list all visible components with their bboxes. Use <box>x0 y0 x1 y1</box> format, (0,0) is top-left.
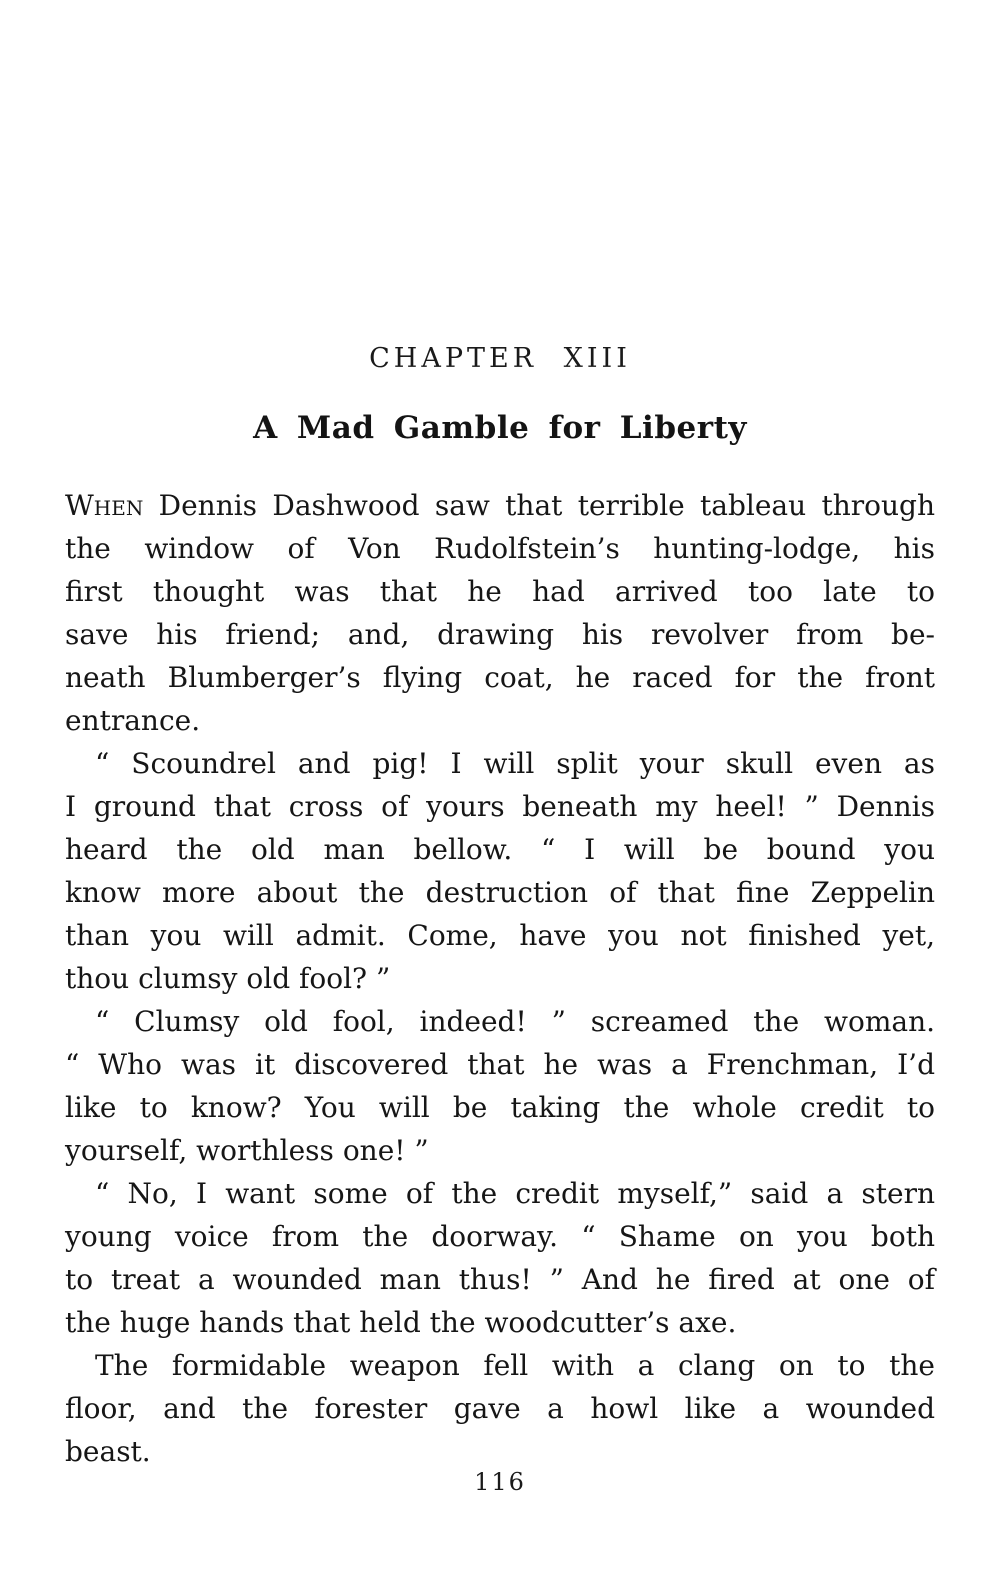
text-line: heard the old man bellow. “ I will be bound you <box>65 833 935 866</box>
text-line: entrance. <box>65 704 201 737</box>
text-line: thou clumsy old fool? ” <box>65 962 391 995</box>
page-number: 116 <box>474 1468 526 1496</box>
text-line: When Dennis Dashwood saw that terrible tableau through <box>65 489 935 522</box>
text-line: know more about the destruction of that fine Zeppelin <box>65 876 935 909</box>
smallcaps-lead-word: When <box>65 489 144 522</box>
text-line: the window of Von Rudolfstein’s hunting-lodge, his <box>65 532 935 565</box>
text-line: “ Clumsy old fool, indeed! ” screamed the woman. <box>95 1005 935 1038</box>
text-line: first thought was that he had arrived too late to <box>65 575 935 608</box>
text-line: than you will admit. Come, have you not finished yet, <box>65 919 935 952</box>
text-line: the huge hands that held the woodcutter’s axe. <box>65 1306 737 1339</box>
text-line: “ Who was it discovered that he was a Frenchman, I’d <box>65 1048 935 1081</box>
text-line: yourself, worthless one! ” <box>65 1134 429 1167</box>
body-text <box>65 484 935 1473</box>
text-line: I ground that cross of yours beneath my heel! ” Dennis <box>65 790 935 823</box>
text-line: neath Blumberger’s flying coat, he raced for the front <box>65 661 935 694</box>
text-line: like to know? You will be taking the whole credit to <box>65 1091 935 1124</box>
text-line: The formidable weapon fell with a clang on to the <box>95 1349 935 1382</box>
text-line: young voice from the doorway. “ Shame on you both <box>65 1220 935 1253</box>
chapter-heading: CHAPTER XIII <box>369 343 631 374</box>
chapter-title: A Mad Gamble for Liberty <box>253 410 747 446</box>
text-line: beast. <box>65 1435 151 1468</box>
text-line: to treat a wounded man thus! ” And he fired at one of <box>65 1263 935 1296</box>
text-line: “ No, I want some of the credit myself,” said a stern <box>95 1177 935 1210</box>
text-line: save his friend; and, drawing his revolver from be- <box>65 618 935 651</box>
text-line: “ Scoundrel and pig! I will split your skull even as <box>95 747 935 780</box>
text-line: floor, and the forester gave a howl like a wounded <box>65 1392 935 1425</box>
